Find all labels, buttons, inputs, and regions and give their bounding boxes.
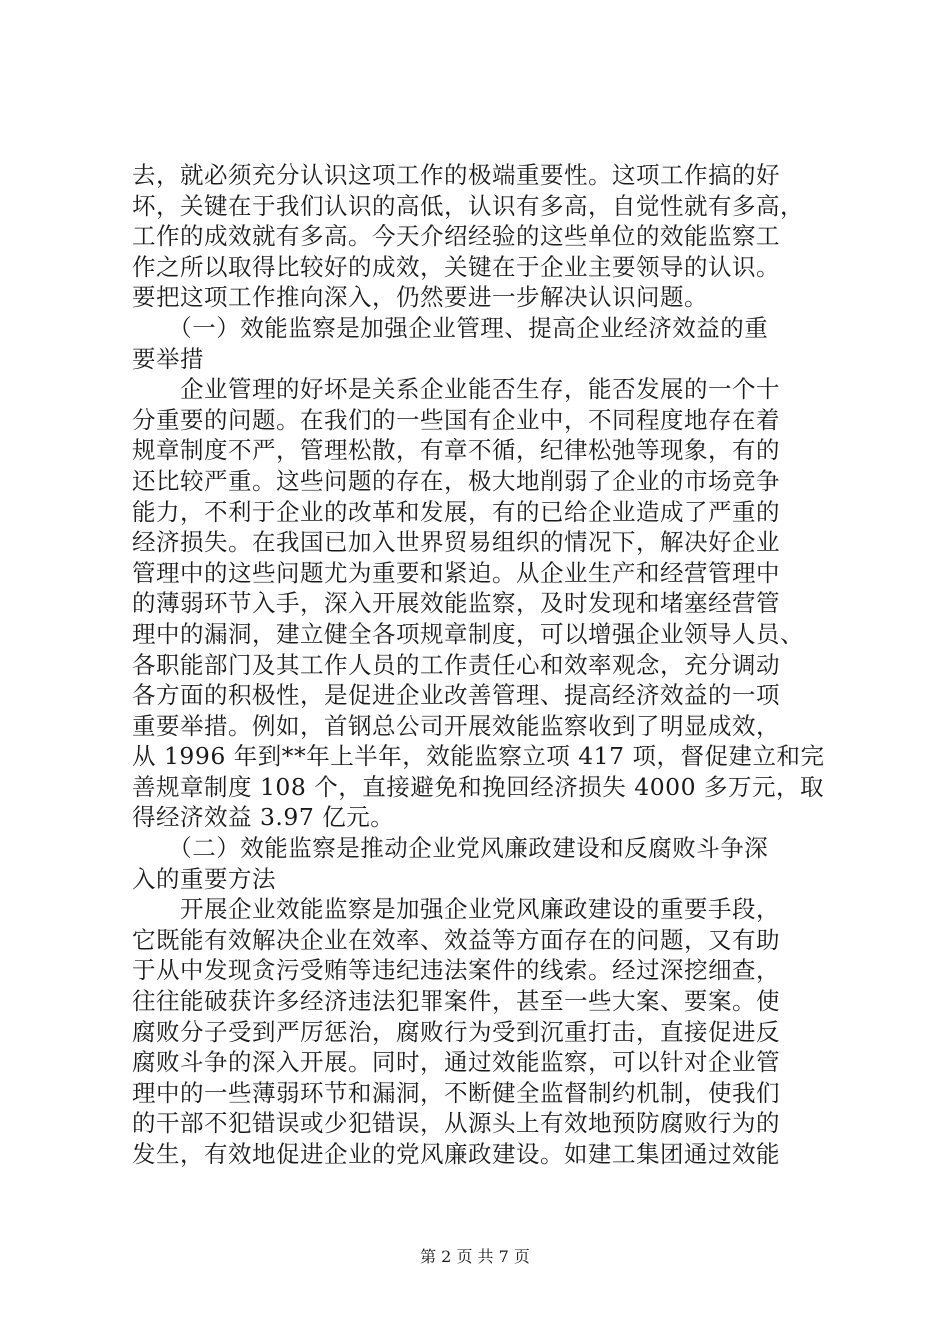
text-line: 工作的成效就有多高。今天介绍经验的这些单位的效能监察工 <box>132 222 780 251</box>
text-line: 往往能破获许多经济违法犯罪案件，甚至一些大案、要案。使 <box>132 987 780 1016</box>
text-line: 善规章制度 108 个，直接避免和挽回经济损失 4000 多万元，取 <box>132 772 825 801</box>
text-line: 腐败斗争的深入开展。同时，通过效能监察，可以针对企业管 <box>132 1048 780 1077</box>
text-line: 腐败分子受到严厉惩治，腐败行为受到沉重打击，直接促进反 <box>132 1017 780 1046</box>
text-line: 各职能部门及其工作人员的工作责任心和效率观念，充分调动 <box>132 650 780 679</box>
text-line: 还比较严重。这些问题的存在，极大地削弱了企业的市场竞争 <box>132 466 780 495</box>
text-line: 的薄弱环节入手，深入开展效能监察，及时发现和堵塞经营管 <box>132 589 780 618</box>
text-line: 要举措 <box>132 344 204 373</box>
text-line: 重要举措。例如，首钢总公司开展效能监察收到了明显成效， <box>132 711 780 740</box>
text-line: （二）效能监察是推动企业党风廉政建设和反腐败斗争深 <box>132 834 769 863</box>
text-line: 各方面的积极性，是促进企业改善管理、提高经济效益的一项 <box>132 681 780 710</box>
text-line: 管理中的这些问题尤为重要和紧迫。从企业生产和经营管理中 <box>132 558 780 587</box>
page-footer: 第 2 页 共 7 页 <box>420 1247 530 1266</box>
text-line: 分重要的问题。在我们的一些国有企业中，不同程度地存在着 <box>132 405 780 434</box>
text-line: 开展企业效能监察是加强企业党风廉政建设的重要手段， <box>132 895 780 924</box>
text-line: 理中的一些薄弱环节和漏洞，不断健全监督制约机制，使我们 <box>132 1078 780 1107</box>
text-line: 企业管理的好坏是关系企业能否生存，能否发展的一个十 <box>132 375 780 404</box>
text-line: 得经济效益 3.97 亿元。 <box>132 803 395 832</box>
text-line: 发生，有效地促进企业的党风廉政建设。如建工集团通过效能 <box>132 1140 780 1168</box>
text-line: 于从中发现贪污受贿等违纪违法案件的线索。经过深挖细查， <box>132 956 780 985</box>
text-line: 坏，关键在于我们认识的高低，认识有多高，自觉性就有多高， <box>132 191 804 220</box>
text-line: 它既能有效解决企业在效率、效益等方面存在的问题，又有助 <box>132 925 780 954</box>
text-line: 的干部不犯错误或少犯错误，从源头上有效地预防腐败行为的 <box>132 1109 780 1138</box>
text-line: 能力，不利于企业的改革和发展，有的已给企业造成了严重的 <box>132 497 780 526</box>
body-text <box>132 160 832 1170</box>
text-line: 去，就必须充分认识这项工作的极端重要性。这项工作搞的好 <box>132 161 780 189</box>
text-line: 要把这项工作推向深入，仍然要进一步解决认识问题。 <box>132 283 708 312</box>
text-line: 从 1996 年到**年上半年，效能监察立项 417 项，督促建立和完 <box>132 742 825 771</box>
text-line: 规章制度不严，管理松散，有章不循，纪律松弛等现象，有的 <box>132 436 780 465</box>
text-line: 经济损失。在我国已加入世界贸易组织的情况下，解决好企业 <box>132 528 780 557</box>
text-line: 入的重要方法 <box>132 864 276 893</box>
text-line: （一）效能监察是加强企业管理、提高企业经济效益的重 <box>132 313 769 342</box>
text-line: 理中的漏洞，建立健全各项规章制度，可以增强企业领导人员、 <box>132 619 804 648</box>
text-line: 作之所以取得比较好的成效，关键在于企业主要领导的认识。 <box>132 252 780 281</box>
